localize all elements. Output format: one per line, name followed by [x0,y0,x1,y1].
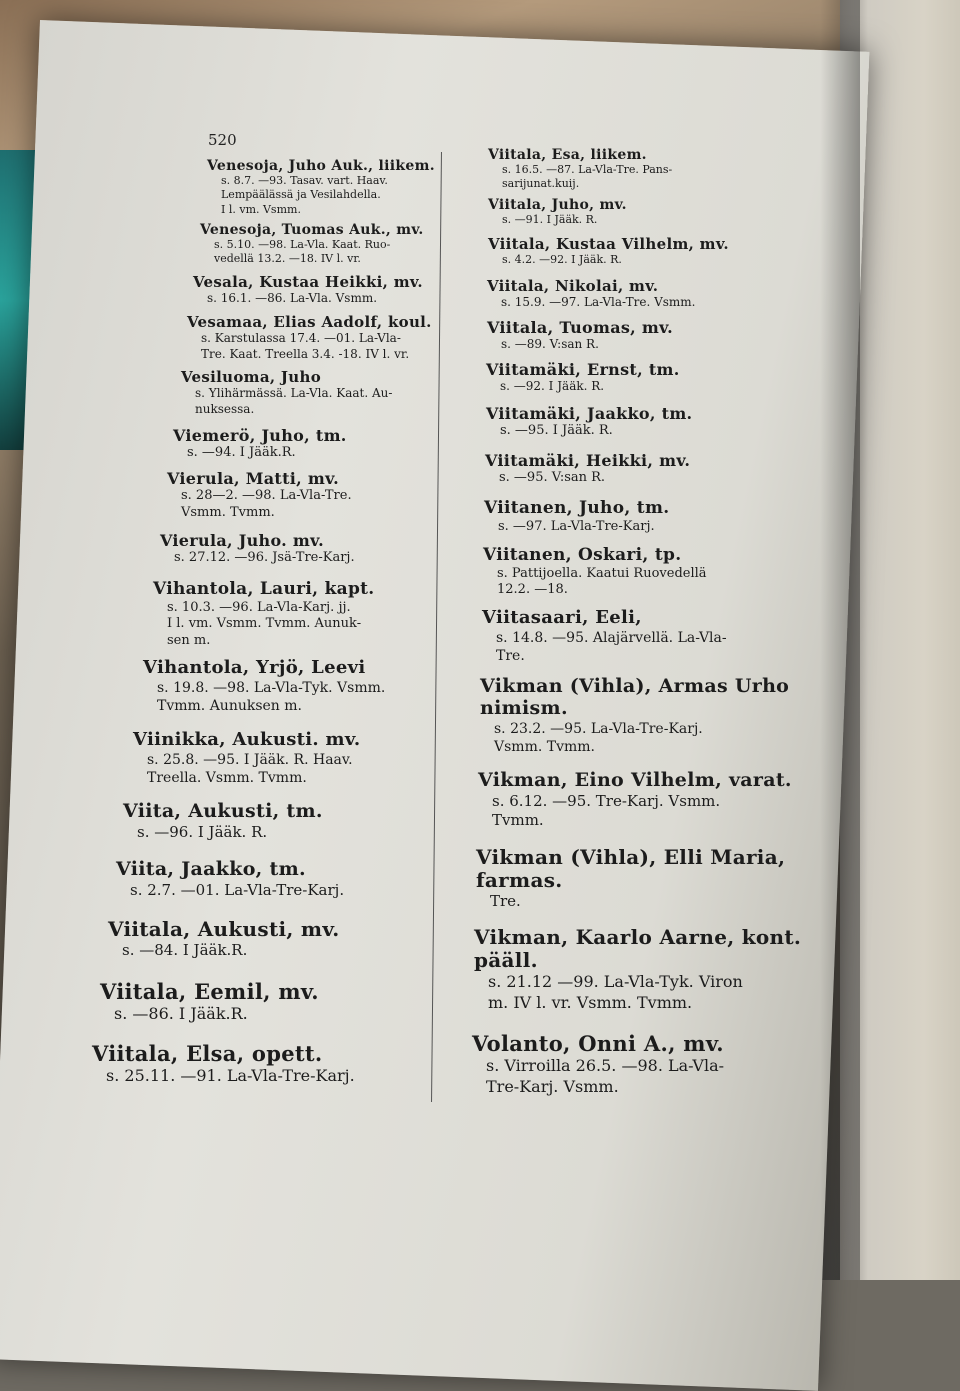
entry-name: Viitasaari, Eeli, [482,607,642,628]
entry-name: Viita, Aukusti, tm. [123,800,323,822]
entry-details: s. 14.8. —95. Alajärvellä. La-Vla- Tre. [496,629,727,664]
entry-details: s. 25.8. —95. I Jääk. R. Haav. Treella. Vsmm. Tvmm. [147,751,353,786]
entry-name: Viemerö, Juho, tm. [173,426,347,445]
entry-name: Viitala, Tuomas, mv. [487,318,674,337]
register-entry [478,770,798,831]
entry-details: s. —84. I Jääk.R. [122,941,248,959]
entry-details: s. 23.2. —95. La-Vla-Tre-Karj. Vsmm. Tvmm. [494,720,703,755]
entry-details: s. —92. I Jääk. R. [500,379,605,394]
entry-details: s. —96. I Jääk. R. [137,822,268,841]
entry-name: Volanto, Onni A., mv. [472,1031,724,1056]
register-entry [116,859,416,900]
entry-name: Vihantola, Lauri, kapt. [153,579,375,599]
entry-name: Viitala, Nikolai, mv. [487,277,659,295]
register-entry [484,499,774,535]
register-entry [133,730,428,787]
entry-details: s. —95. I Jääk. R. [500,423,613,439]
entry-details: s. 6.12. —95. Tre-Karj. Vsmm. Tvmm. [492,791,721,830]
entry-details: s. —86. I Jääk.R. [114,1004,248,1024]
register-entry [207,158,447,217]
register-entry [187,314,442,362]
entry-details: s. Ylihärmässä. La-Vla. Kaat. Au- nuksessa. [195,386,393,416]
entry-details: s. 2.7. —01. La-Vla-Tre-Karj. [130,880,345,899]
entry-name: Viitanen, Oskari, tp. [483,545,682,565]
entry-details: s. 16.1. —86. La-Vla. Vsmm. [207,291,378,306]
register-entry [472,1032,812,1098]
register-entry [487,278,767,311]
entry-name: Viitala, Kustaa Vilhelm, mv. [488,235,729,253]
entry-name: Viitamäki, Heikki, mv. [485,451,691,470]
entry-details: s. 16.5. —87. La-Vla-Tre. Pans- sarijunat.kuij. [502,163,673,191]
entry-name: Viitamäki, Jaakko, tm. [486,404,693,423]
register-entry [486,405,766,440]
entry-details: s. —97. La-Vla-Tre-Karj. [498,518,655,534]
entry-name: Vikman, Kaarlo Aarne, kont. pääll. [474,925,802,972]
entry-name: Viitanen, Juho, tm. [484,498,670,518]
entry-name: Venesoja, Tuomas Auk., mv. [200,222,424,238]
register-entry [123,801,423,842]
entry-details: s. 21.12 —99. La-Vla-Tyk. Viron m. IV l. vr. Vsmm. Tvmm. [488,972,743,1012]
entry-name: Vikman, Eino Vilhelm, varat. [478,769,792,791]
page-number: 520 [208,131,237,149]
entry-name: Vesamaa, Elias Aadolf, koul. [187,313,432,331]
entry-name: Viitala, Aukusti, mv. [108,917,340,941]
entry-details: s. 15.9. —97. La-Vla-Tre. Vsmm. [501,295,696,310]
register-entry [474,926,809,1014]
entry-details: s. —94. I Jääk.R. [187,445,296,461]
entry-details: s. 28—2. —98. La-Vla-Tre. Vsmm. Tvmm. [181,488,352,521]
entry-name: Viitala, Elsa, opett. [92,1041,323,1066]
entry-details: s. Pattijoella. Kaatui Ruovedellä 12.2. —18. [497,565,707,598]
register-entry [167,470,427,522]
entry-details: s. —89. V:san R. [501,337,599,352]
register-entry [476,846,806,912]
entry-details: s. 8.7. —93. Tasav. vart. Haav. Lempäälässä ja Vesilahdella. I l. vm. Vsmm. [221,174,388,216]
register-entry [488,147,748,192]
entry-details: s. —95. V:san R. [499,470,606,486]
entry-name: Viitala, Esa, liikem. [488,147,647,163]
entry-details: s. 25.11. —91. La-Vla-Tre-Karj. [106,1066,355,1086]
entry-details: s. 19.8. —98. La-Vla-Tyk. Vsmm. Tvmm. Aunuksen m. [157,679,386,714]
register-entry [100,980,420,1025]
register-entry [488,236,758,268]
register-entry [483,546,783,599]
register-entry [108,918,418,961]
register-entry [480,676,790,756]
register-entry [160,532,425,567]
entry-name: Vikman (Vihla), Armas Urho nimism. [480,675,790,719]
register-entry [193,274,443,307]
entry-name: Vihantola, Yrjö, Leevi [143,657,366,678]
register-entry [485,452,770,487]
entry-name: Viinikka, Aukusti. mv. [133,729,361,750]
register-entry [200,222,445,267]
entry-details: s. 27.12. —96. Jsä-Tre-Karj. [174,550,355,566]
entry-name: Vikman (Vihla), Elli Maria, farmas. [476,845,786,892]
register-entry [482,608,782,665]
register-entry [173,427,433,462]
entry-name: Vierula, Matti, mv. [167,469,340,488]
entry-name: Venesoja, Juho Auk., liikem. [207,158,435,174]
entry-details: s. 10.3. —96. La-Vla-Karj. jj. I l. vm. Vsmm. Tvmm. Aunuk- sen m. [167,599,362,649]
entry-name: Viitala, Eemil, mv. [100,979,319,1004]
register-entry [487,319,767,353]
entry-details: s. Karstulassa 17.4. —01. La-Vla- Tre. Kaat. Treella 3.4. -18. IV l. vr. [201,331,410,361]
entry-name: Viita, Jaakko, tm. [116,858,306,880]
entry-details: Tre. [490,892,521,910]
register-entry [92,1042,422,1087]
entry-name: Vesiluoma, Juho [181,368,322,386]
register-entry [181,369,436,417]
entry-details: s. —91. I Jääk. R. [502,213,598,227]
register-entry [153,580,423,650]
register-entry [486,361,766,395]
register-entry [488,197,748,227]
entry-name: Viitala, Juho, mv. [488,197,627,213]
entry-name: Vierula, Juho. mv. [160,531,324,550]
entry-name: Viitamäki, Ernst, tm. [486,360,680,379]
entry-details: s. 5.10. —98. La-Vla. Kaat. Ruo- vedellä 13.2. —18. IV l. vr. [214,238,391,266]
entry-details: s. 4.2. —92. I Jääk. R. [502,253,622,267]
register-entry [143,658,428,715]
entry-details: s. Virroilla 26.5. —98. La-Vla- Tre-Karj. Vsmm. [486,1056,725,1096]
entry-name: Vesala, Kustaa Heikki, mv. [193,273,423,291]
